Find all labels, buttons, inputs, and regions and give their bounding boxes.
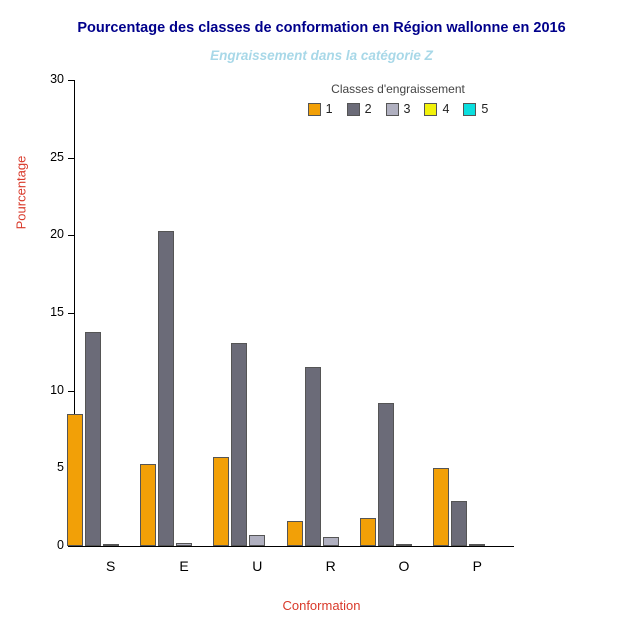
y-tick-label: 20 <box>50 227 64 242</box>
legend-label: 2 <box>364 102 372 116</box>
legend-swatch <box>347 103 360 116</box>
bar <box>360 518 376 546</box>
bar <box>323 537 339 546</box>
bar <box>103 544 119 546</box>
y-tick-label: 30 <box>50 72 64 86</box>
bar <box>396 544 412 546</box>
legend-label: 5 <box>481 102 489 116</box>
bar <box>249 535 265 546</box>
legend-item <box>347 102 372 116</box>
y-tick-label: 15 <box>50 305 64 319</box>
chart-subtitle: Engraissement dans la catégorie Z <box>210 48 433 63</box>
x-tick-label: E <box>179 558 189 574</box>
bar <box>305 367 321 546</box>
legend-item <box>424 102 449 116</box>
x-tick-label: R <box>325 558 336 574</box>
bar <box>213 457 229 546</box>
x-tick-label: S <box>105 558 116 574</box>
bar <box>378 403 394 546</box>
legend-title: Classes d'engraissement <box>331 82 465 96</box>
y-tick-label: 25 <box>50 149 64 164</box>
legend-item <box>463 102 488 116</box>
bar <box>158 231 174 546</box>
bar <box>176 543 192 546</box>
x-tick-label: U <box>252 558 263 574</box>
legend-label: 1 <box>325 102 333 116</box>
y-tick <box>68 546 74 547</box>
legend-swatch <box>424 103 437 116</box>
chart-title: Pourcentage des classes de conformation en Région wallonne en 2016 <box>77 20 566 36</box>
bars-layer <box>74 80 514 546</box>
y-tick-label: 5 <box>57 460 64 475</box>
legend <box>268 82 528 116</box>
bar <box>469 544 485 546</box>
legend-label: 3 <box>403 102 411 116</box>
y-tick-label: 10 <box>50 382 64 397</box>
bar <box>433 468 449 546</box>
legend-item <box>386 102 411 116</box>
bar <box>67 414 83 546</box>
bar <box>451 501 467 546</box>
y-axis-label: Pourcentage <box>13 155 29 230</box>
legend-item <box>308 102 333 116</box>
legend-label: 4 <box>442 102 450 116</box>
x-tick-label: P <box>472 558 482 574</box>
bar <box>287 521 303 546</box>
x-axis-label: Conformation <box>282 598 361 613</box>
bar <box>140 464 156 546</box>
legend-items <box>268 102 528 116</box>
legend-swatch <box>386 103 399 116</box>
plot-area <box>50 72 514 574</box>
x-tick-label: O <box>398 558 410 574</box>
x-axis-line <box>74 546 514 547</box>
bar <box>85 332 101 546</box>
legend-swatch <box>463 103 476 116</box>
bar <box>231 343 247 546</box>
y-axis-label-wrap <box>8 0 28 466</box>
y-tick-label: 0 <box>57 538 64 552</box>
legend-swatch <box>308 103 321 116</box>
